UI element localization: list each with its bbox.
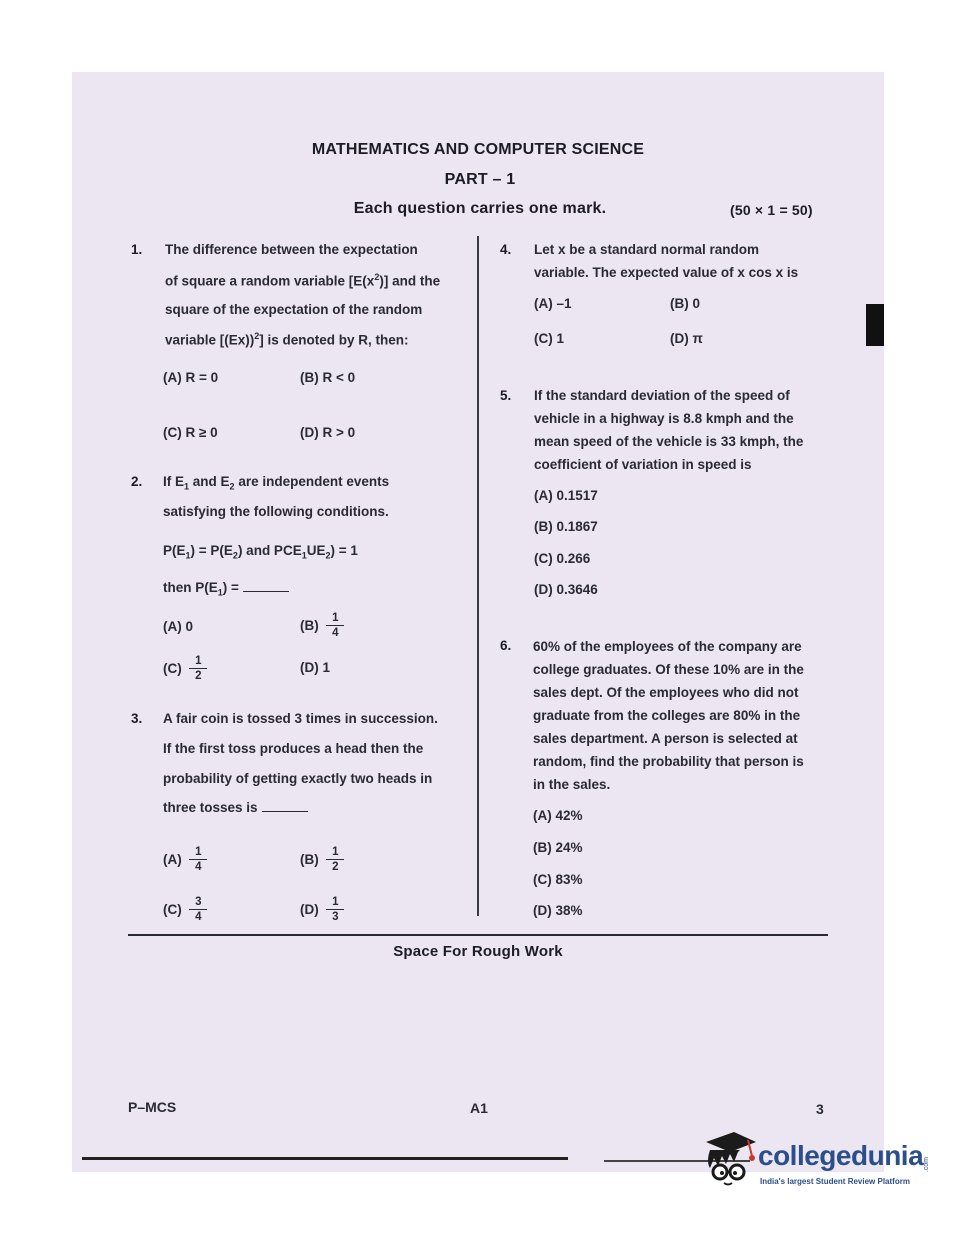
q6-option-c: (C) 83% xyxy=(533,872,583,887)
q1-number: 1. xyxy=(131,242,143,257)
marks-scheme: (50 × 1 = 50) xyxy=(730,202,813,218)
fraction: $\frac{1}{3}$ xyxy=(326,896,344,923)
answer-blank xyxy=(243,591,289,592)
q2-option-a: (A) 0 xyxy=(163,619,193,634)
fraction: $\frac{1}{4}$ xyxy=(326,612,344,639)
footer-rule xyxy=(82,1157,568,1160)
q4-option-a: (A) –1 xyxy=(534,296,572,311)
q5-line: mean speed of the vehicle is 33 kmph, the xyxy=(534,434,804,449)
collegedunia-logo: collegedunia.com xyxy=(758,1140,931,1172)
q3-option-b: (B) $\frac{1}{2}$ xyxy=(300,846,344,873)
q2-line: then $P(E_1)$ = xyxy=(163,580,289,598)
q6-line: sales department. A person is selected at xyxy=(533,731,798,746)
q2-line: $P(E_1) = P(E_2)$ and $PCE_1UE_2) = 1$ xyxy=(163,543,358,561)
q5-option-d: (D) 0.3646 xyxy=(534,582,598,597)
fraction: $\frac{1}{2}$ xyxy=(189,655,207,682)
q1-line: square of the expectation of the random xyxy=(165,302,423,317)
q2-number: 2. xyxy=(131,474,143,489)
q1-line: of square a random variable $[E(x^2)]$ and the xyxy=(165,272,441,289)
part-label: PART – 1 xyxy=(444,171,516,188)
q5-line: coefficient of variation in speed is xyxy=(534,457,752,472)
q2-line: If $E_1$ and $E_2$ are independent events xyxy=(163,474,390,492)
booklet-set: A1 xyxy=(470,1100,488,1116)
q6-option-b: (B) 24% xyxy=(533,840,583,855)
q6-option-a: (A) 42% xyxy=(533,808,583,823)
page-number: 3 xyxy=(816,1101,824,1117)
q3-line: three tosses is xyxy=(163,800,308,815)
instruction-text: Each question carries one mark. xyxy=(353,200,607,217)
fraction: $\frac{3}{4}$ xyxy=(189,896,207,923)
q1-option-b: (B) R < 0 xyxy=(300,370,356,385)
column-divider xyxy=(477,236,479,916)
q3-line: A fair coin is tossed 3 times in succession. xyxy=(163,711,438,726)
q4-option-d: (D) π xyxy=(670,331,703,346)
collegedunia-mascot-icon xyxy=(700,1128,760,1188)
q3-number: 3. xyxy=(131,711,143,726)
q3-option-a: (A) $\frac{1}{4}$ xyxy=(163,846,207,873)
q6-line: college graduates. Of these 10% are in the xyxy=(533,662,804,677)
rough-work-label: Space For Rough Work xyxy=(393,943,563,960)
q2-option-c: (C) $\frac{1}{2}$ xyxy=(163,655,207,682)
q1-option-c: (C) R ≥ 0 xyxy=(163,425,218,440)
fraction: $\frac{1}{4}$ xyxy=(189,846,207,873)
q5-option-a: (A) 0.1517 xyxy=(534,488,598,503)
q4-line: variable. The expected value of x cos x is xyxy=(534,265,799,280)
q5-number: 5. xyxy=(500,388,512,403)
paper-code: P–MCS xyxy=(128,1099,177,1115)
q5-option-b: (B) 0.1867 xyxy=(534,519,598,534)
q6-line: 60% of the employees of the company are xyxy=(533,639,802,654)
q3-option-d: (D) $\frac{1}{3}$ xyxy=(300,896,344,923)
q2-option-d: (D) 1 xyxy=(300,660,330,675)
q3-line: If the first toss produces a head then the xyxy=(163,741,424,756)
q5-option-c: (C) 0.266 xyxy=(534,551,591,566)
q4-option-b: (B) 0 xyxy=(670,296,700,311)
q6-number: 6. xyxy=(500,638,512,653)
q2-option-b: (B) $\frac{1}{4}$ xyxy=(300,612,344,639)
q5-line: If the standard deviation of the speed of xyxy=(534,388,790,403)
fraction: $\frac{1}{2}$ xyxy=(326,846,344,873)
section-divider xyxy=(128,934,828,936)
side-black-tab xyxy=(866,304,884,346)
q6-line: random, find the probability that person is xyxy=(533,754,804,769)
q4-line: Let x be a standard normal random xyxy=(534,242,760,257)
q1-option-d: (D) R > 0 xyxy=(300,425,356,440)
q1-line: variable [(Ex))$^2$] is denoted by R, then: xyxy=(165,331,409,348)
paper-title: MATHEMATICS AND COMPUTER SCIENCE xyxy=(311,141,645,158)
q6-line: sales dept. Of the employees who did not xyxy=(533,685,799,700)
q2-line: satisfying the following conditions. xyxy=(163,504,389,519)
logo-tagline: India's largest Student Review Platform xyxy=(760,1177,910,1186)
q1-option-a: (A) R = 0 xyxy=(163,370,219,385)
q6-option-d: (D) 38% xyxy=(533,903,583,918)
q3-option-c: (C) $\frac{3}{4}$ xyxy=(163,896,207,923)
q6-line: graduate from the colleges are 80% in the xyxy=(533,708,801,723)
q4-option-c: (C) 1 xyxy=(534,331,564,346)
q4-number: 4. xyxy=(500,242,512,257)
answer-blank xyxy=(262,811,308,812)
q3-line: probability of getting exactly two heads in xyxy=(163,771,433,786)
q6-line: in the sales. xyxy=(533,777,611,792)
q5-line: vehicle in a highway is 8.8 kmph and the xyxy=(534,411,794,426)
q1-line: The difference between the expectation xyxy=(165,242,418,257)
